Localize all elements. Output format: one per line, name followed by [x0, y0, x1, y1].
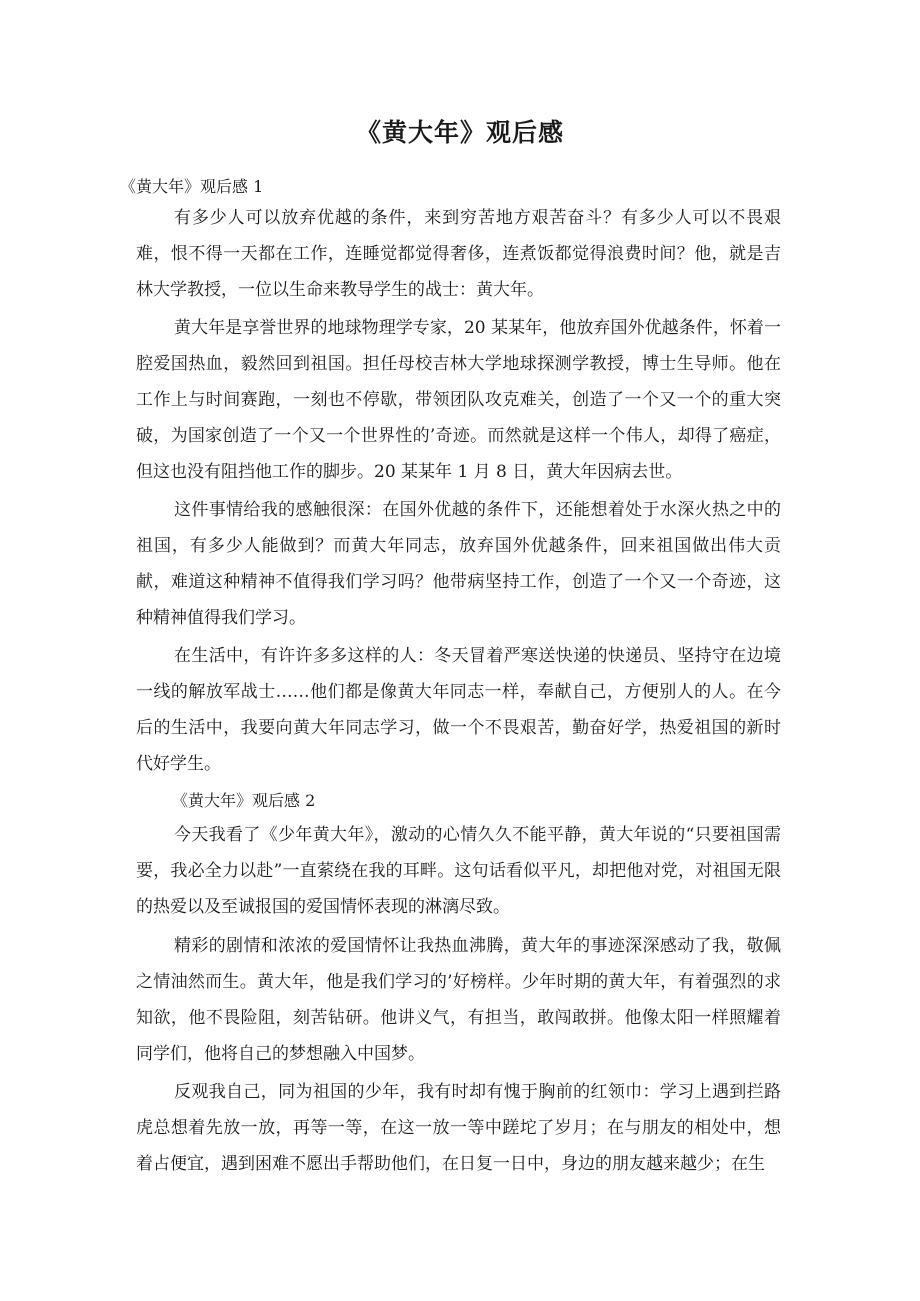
paragraph: 在生活中，有许许多多这样的人：冬天冒着严寒送快递的快递员、坚持守在边境一线的解放军战士……他们都是像黄大年同志一样，奉献自己，方便别人的人。在今后的生活中，我要向黄大年同志学习，做一个不畏艰苦，勤奋好学，热爱祖国的新时代好学生。: [136, 646, 781, 774]
paragraph: 黄大年是享誉世界的地球物理学专家，20 某某年，他放弃国外优越条件，怀着一腔爱国热血，毅然回到祖国。担任母校吉林大学地球探测学教授，博士生导师。他在工作上与时间赛跑，一刻也不停歇，带领团队攻克难关，创造了一个又一个的重大突破，为国家创造了一个又一个世界性的’奇迹。而然就是这样一个伟人，却得了癌症，但这也没有阻挡他工作的脚步。20 某某年 1 月 8 日，黄大年因病去世。: [136, 318, 781, 482]
paragraph: 有多少人可以放弃优越的条件，来到穷苦地方艰苦奋斗？有多少人可以不畏艰难，恨不得一天都在工作，连睡觉都觉得奢侈，连煮饭都觉得浪费时间？他，就是吉林大学教授，一位以生命来教导学生的战士：黄大年。: [136, 208, 781, 300]
paragraph: 今天我看了《少年黄大年》，激动的心情久久不能平静，黄大年说的“只要祖国需要，我必全力以赴”一直萦绕在我的耳畔。这句话看似平凡，却把他对党，对祖国无限的热爱以及至诚报国的爱国情怀表现的淋漓尽致。: [136, 825, 781, 917]
section-heading-1: 《黄大年》观后感 1: [120, 177, 264, 196]
paragraph: 反观我自己，同为祖国的少年，我有时却有愧于胸前的红领巾：学习上遇到拦路虎总想着先放一放，再等一等，在这一放一等中蹉坨了岁月；在与朋友的相处中，想着占便宜，遇到困难不愿出手帮助他们，在日复一日中，身边的朋友越来越少；在生: [136, 1082, 781, 1174]
paragraph: 精彩的剧情和浓浓的爱国情怀让我热血沸腾，黄大年的事迹深深感动了我，敬佩之情油然而生。黄大年，他是我们学习的’好榜样。少年时期的黄大年，有着强烈的求知欲，他不畏险阻，刻苦钻研。他讲义气，有担当，敢闯敢拼。他像太阳一样照耀着同学们，他将自己的梦想融入中国梦。: [136, 936, 781, 1064]
paragraph: 这件事情给我的感触很深：在国外优越的条件下，还能想着处于水深火热之中的祖国，有多少人能做到？而黄大年同志，放弃国外优越条件，回来祖国做出伟大贡献，难道这种精神不值得我们学习吗？他带病坚持工作，创造了一个又一个奇迹，这种精神值得我们学习。: [136, 500, 781, 628]
section-heading-2: 《黄大年》观后感 2: [172, 791, 316, 810]
document-title: 《黄大年》观后感: [355, 118, 564, 147]
